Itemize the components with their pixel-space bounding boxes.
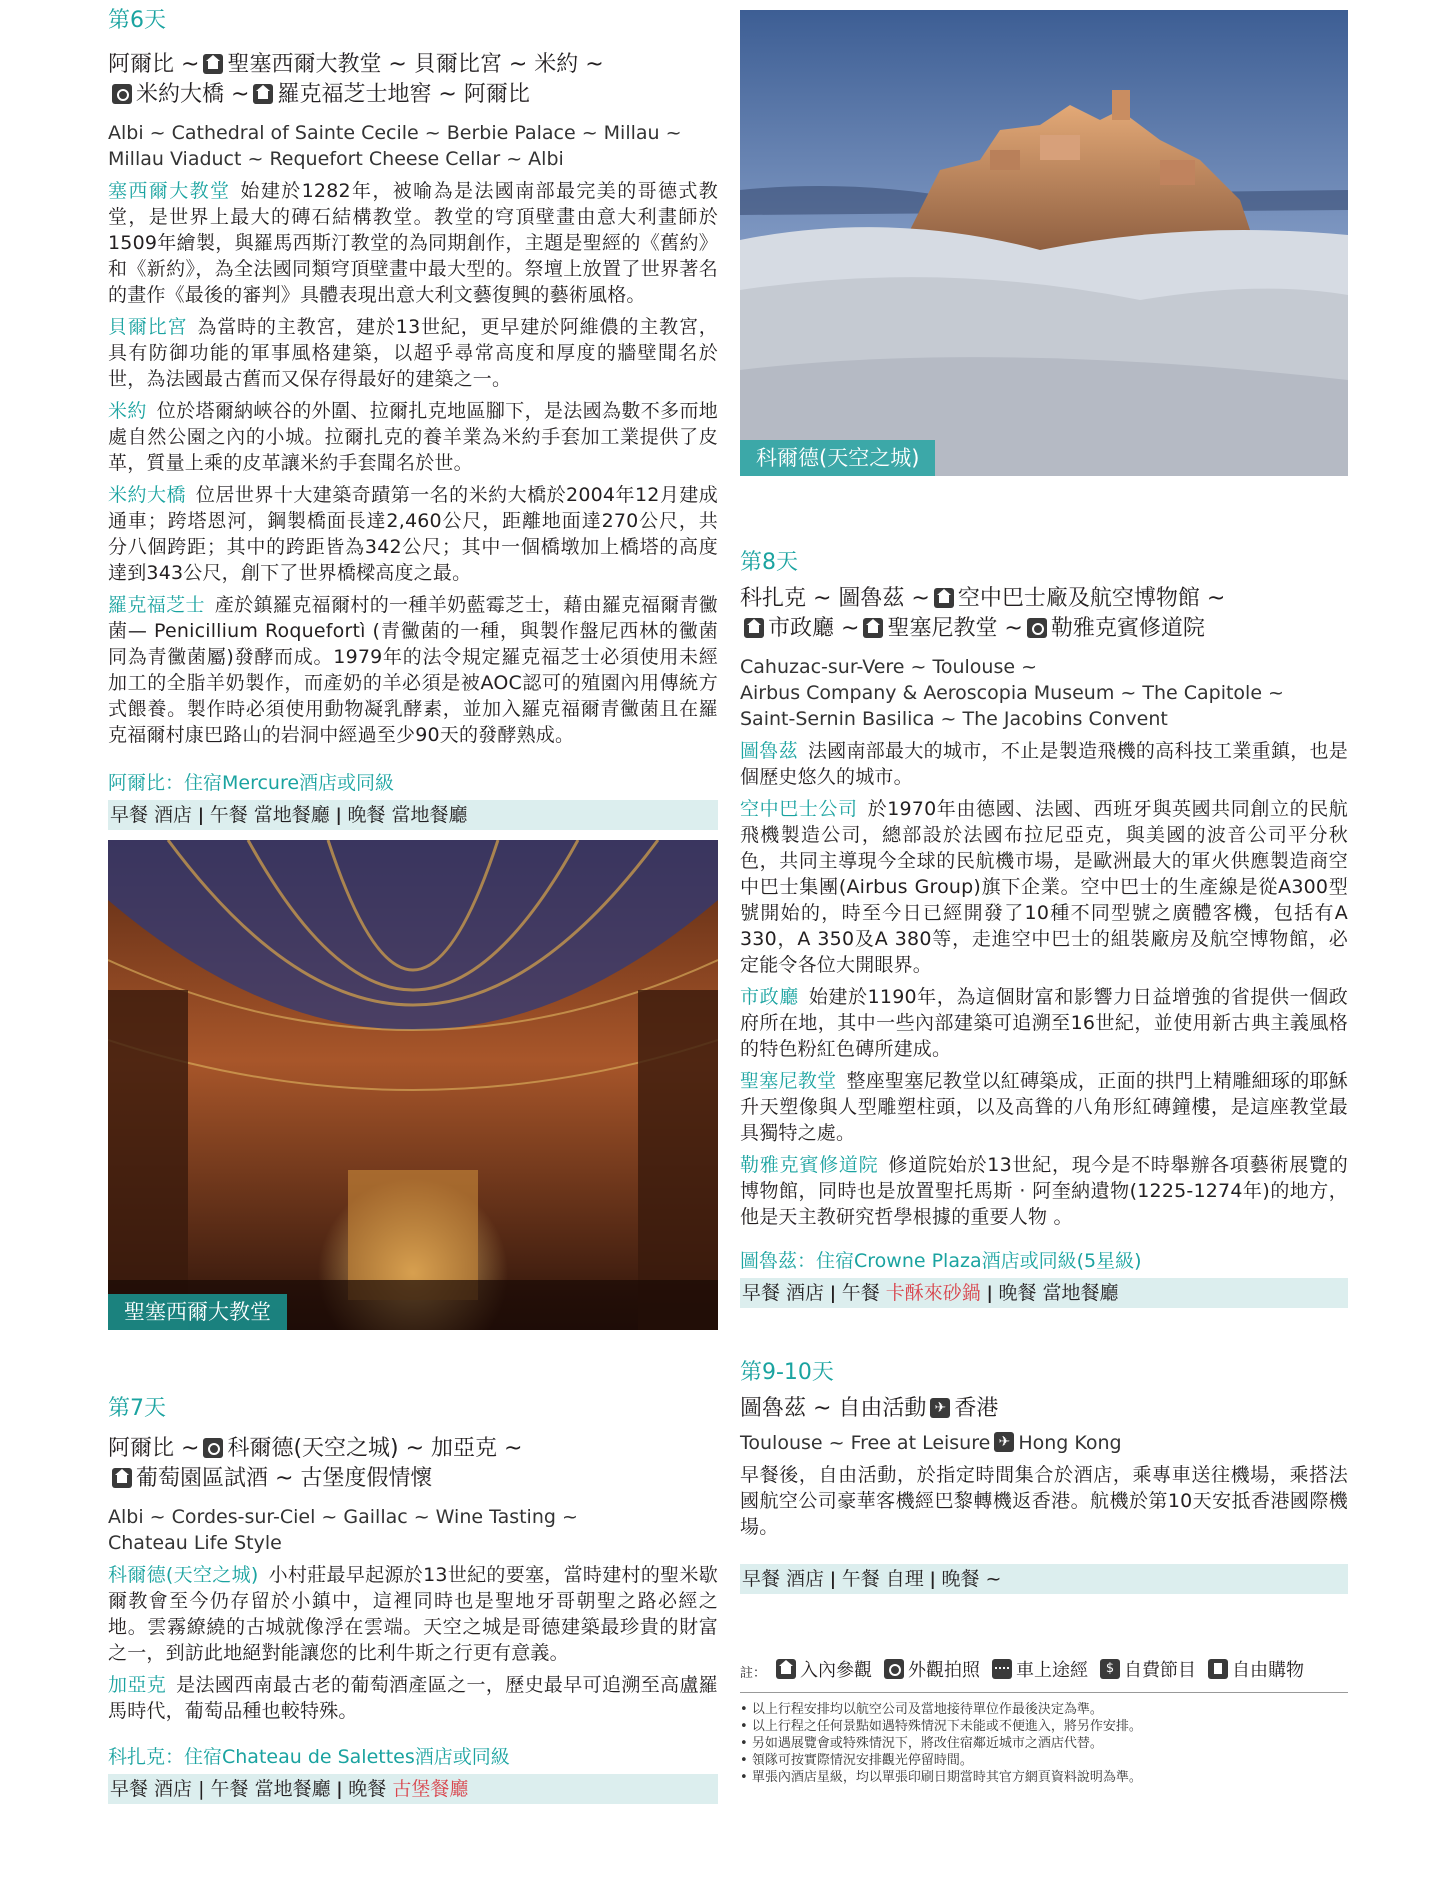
route-text: 米約大橋 ~	[136, 82, 250, 107]
para-term: 空中巴士公司	[740, 798, 858, 820]
note-item: • 以上行程之任何景點如遇特殊情況下未能或不便進入，將另作安排。	[740, 1718, 1348, 1735]
para-term: 圖魯茲	[740, 740, 798, 762]
para-text: 整座聖塞尼教堂以紅磚築成，正面的拱門上精雕細琢的耶穌升天塑像與人型雕塑柱頭，以及高聳的八角形紅磚鐘樓，是這座教堂最具獨特之處。	[740, 1070, 1348, 1144]
dollar-icon	[1100, 1659, 1120, 1679]
para-text: 小村莊最早起源於13世紀的要塞，當時建村的聖米歇爾教會至今仍存留於小鎮中，這裡同時也是聖地牙哥朝聖之路必經之地。雲霧繚繞的古城就像浮在雲端。天空之城是哥德建築最珍貴的財富之一，到訪此地絕對能讓您的比利牛斯之行更有意義。	[108, 1564, 718, 1664]
para-term: 貝爾比宮	[108, 316, 188, 338]
route-text: 聖塞西爾大教堂 ~ 貝爾比宮 ~ 米約 ~	[227, 52, 604, 77]
plane-icon	[994, 1432, 1014, 1452]
day910-route	[740, 1394, 1348, 1424]
route-text: 圖魯茲 ~ 自由活動	[740, 1396, 927, 1421]
meal-lunch-label: 午餐	[841, 1282, 880, 1304]
day7-para	[108, 1672, 718, 1724]
home-icon	[253, 84, 273, 104]
meal-breakfast: 早餐 酒店	[110, 804, 193, 826]
legend-section	[740, 1654, 1348, 1786]
day910-text: 早餐後，自由活動，於指定時間集合於酒店，乘專車送往機場，乘搭法國航空公司豪華客機經巴黎轉機返香港。航機於第10天安抵香港國際機場。	[740, 1464, 1348, 1538]
day910-title: 第9-10天	[740, 1360, 834, 1385]
day7-english-1: Albi ~ Cordes-sur-Ciel ~ Gaillac ~ Wine Tasting ~	[108, 1506, 578, 1528]
day8-para	[740, 1152, 1348, 1230]
note-item: • 單張內酒店星級，均以單張印刷日期當時其官方網頁資料說明為準。	[740, 1769, 1348, 1786]
day6-para	[108, 314, 718, 392]
day6-para	[108, 398, 718, 476]
para-text: 產於鎮羅克福爾村的一種羊奶藍霉芝士，藉由羅克福爾青黴菌— Penicillium Roquefortì (青黴菌的一種，與製作盤尼西林的黴菌同為青黴菌屬)發酵而成。1979年的法令規定羅克福芝士必須使用未經加工的全脂羊奶製作，而產奶的羊必須是被AOC認可的殖園內用傳統方式餵養。製作時必須使用動物凝乳酵素，並加入羅克福爾青黴菌且在羅克福爾村康巴路山的岩洞中經過至少90天的發酵熟成。	[108, 594, 718, 746]
english-text: Toulouse ~ Free at Leisure	[740, 1432, 991, 1454]
day6-english-2: Millau Viaduct ~ Requefort Cheese Cellar ~ Albi	[108, 148, 564, 170]
day910-section	[740, 1358, 1348, 1594]
meal-dinner: 晚餐 當地餐廳	[347, 804, 468, 826]
route-text: 羅克福芝士地窖 ~ 阿爾比	[277, 82, 530, 107]
para-term: 加亞克	[108, 1674, 167, 1696]
legend-label: 自由購物	[1232, 1660, 1305, 1681]
legend-label: 車上途經	[1016, 1660, 1089, 1681]
day7-section	[108, 1394, 718, 1804]
photo-caption: 科爾德(天空之城)	[740, 440, 935, 476]
camera-icon	[203, 1438, 223, 1458]
camera-icon	[112, 84, 132, 104]
left-column	[108, 0, 718, 1804]
para-text: 於1970年由德國、法國、西班牙與英國共同創立的民航飛機製造公司，總部設於法國布拉尼亞克，與美國的波音公司平分秋色，共同主導現今全球的民航機市場，是歐洲最大的軍火供應製造商空中巴士集團(Airbus Group)旗下企業。空中巴士的生產線是從A300型號開始的，時至今日已經開發了10種不同型號之廣體客機，包括有A 330，A 350及A 380等，走進空中巴士的組裝廠房及航空博物館，必定能令各位大開眼界。	[740, 798, 1348, 976]
bus-icon	[992, 1659, 1012, 1679]
meal-dinner-value: 古堡餐廳	[392, 1778, 469, 1800]
day8-hotel: 圖魯茲：住宿Crowne Plaza酒店或同級(5星級)	[740, 1250, 1142, 1272]
route-text: 香港	[954, 1396, 999, 1421]
note-item: • 以上行程安排均以航空公司及當地接待單位作最後決定為準。	[740, 1701, 1348, 1718]
route-text: 科爾德(天空之城) ~ 加亞克 ~	[227, 1436, 523, 1461]
para-text: 始建於1282年，被喻為是法國南部最完美的哥德式教堂，是世界上最大的磚石結構教堂。教堂的穹頂壁畫由意大利畫師於1509年繪製，與羅馬西斯汀教堂的為同期創作，主題是聖經的《舊約》和《新約》，為全法國同類穹頂壁畫中最大型的。祭壇上放置了世界著名的畫作《最後的審判》具體表現出意大利文藝復興的藝術風格。	[108, 180, 719, 306]
day8-para	[740, 738, 1348, 790]
day7-para	[108, 1562, 718, 1666]
route-text: 阿爾比 ~	[108, 52, 200, 77]
note-item: • 領隊可按實際情況安排觀光停留時間。	[740, 1752, 1348, 1769]
legend-item	[988, 1657, 1088, 1685]
day8-para	[740, 1068, 1348, 1146]
legend-label: 外觀拍照	[908, 1660, 981, 1681]
day8-english-1: Cahuzac-sur-Vere ~ Toulouse ~	[740, 656, 1038, 678]
icon-legend	[740, 1654, 1348, 1693]
plane-icon	[930, 1398, 950, 1418]
day7-title: 第7天	[108, 1396, 166, 1421]
para-text: 是法國西南最古老的葡萄酒產區之一，歷史最早可追溯至高盧羅馬時代，葡萄品種也較特殊。	[108, 1674, 718, 1722]
day7-route-line2	[108, 1464, 718, 1494]
home-icon	[776, 1659, 796, 1679]
route-text: 阿爾比 ~	[108, 1436, 200, 1461]
meal-lunch: 午餐 當地餐廳	[209, 804, 330, 826]
meal-dinner: 晚餐 當地餐廳	[998, 1282, 1119, 1304]
legend-label: 自費節目	[1124, 1660, 1197, 1681]
route-text: 葡萄園區試酒 ~ 古堡度假情懷	[136, 1466, 433, 1491]
day6-meals: 早餐 酒店 ǀ 午餐 當地餐廳 ǀ 晚餐 當地餐廳	[108, 800, 718, 830]
right-column	[740, 0, 1348, 1786]
day6-title: 第6天	[108, 8, 166, 33]
day6-route-line2	[108, 80, 718, 110]
camera-icon	[884, 1659, 904, 1679]
day8-route-line1	[740, 584, 1348, 614]
legend-item	[1204, 1657, 1304, 1685]
cordes-illustration	[740, 10, 1348, 476]
para-term: 市政廳	[740, 986, 799, 1008]
para-term: 聖塞尼教堂	[740, 1070, 837, 1092]
meal-dinner-label: 晚餐	[348, 1778, 387, 1800]
para-text: 位於塔爾納峽谷的外圍、拉爾扎克地區腳下，是法國為數不多而地處自然公園之內的小城。拉爾扎克的養羊業為米約手套加工業提供了皮革，質量上乘的皮革讓米約手套聞名於世。	[108, 400, 718, 474]
meal-dinner: 晚餐 ~	[941, 1568, 1002, 1590]
day910-meals: 早餐 酒店 ǀ 午餐 自理 ǀ 晚餐 ~	[740, 1564, 1348, 1594]
day7-route-line1	[108, 1434, 718, 1464]
english-text: Hong Kong	[1018, 1432, 1122, 1454]
meal-lunch-value: 卡酥來砂鍋	[885, 1282, 981, 1304]
cathedral-illustration	[108, 840, 718, 1330]
meal-breakfast: 早餐 酒店	[742, 1568, 825, 1590]
meal-lunch: 午餐 當地餐廳	[210, 1778, 331, 1800]
legend-item	[772, 1657, 872, 1685]
day8-para	[740, 984, 1348, 1062]
meal-breakfast: 早餐 酒店	[742, 1282, 825, 1304]
para-text: 法國南部最大的城市，不止是製造飛機的高科技工業重鎮，也是個歷史悠久的城市。	[740, 740, 1348, 788]
day6-para	[108, 592, 718, 748]
route-text: 勒雅克賓修道院	[1050, 616, 1205, 641]
camera-icon	[1027, 618, 1047, 638]
route-text: 科扎克 ~ 圖魯茲 ~	[740, 586, 930, 611]
day8-route-line2	[740, 614, 1348, 644]
para-term: 塞西爾大教堂	[108, 180, 231, 202]
day910-english	[740, 1430, 1348, 1456]
day7-meals: 早餐 酒店 | 午餐 當地餐廳 ǀ 晚餐 古堡餐廳	[108, 1774, 718, 1804]
home-icon	[744, 618, 764, 638]
note-item: • 另如遇展覽會或特殊情況下，將改住宿鄰近城市之酒店代替。	[740, 1735, 1348, 1752]
cathedral-photo	[108, 840, 718, 1330]
para-term: 勒雅克賓修道院	[740, 1154, 879, 1176]
day6-route-line1	[108, 50, 718, 80]
day8-english-3: Saint-Sernin Basilica ~ The Jacobins Convent	[740, 708, 1168, 730]
notes-list	[740, 1701, 1348, 1786]
legend-item	[1096, 1657, 1196, 1685]
legend-item	[880, 1657, 980, 1685]
route-text: 空中巴士廠及航空博物館 ~	[957, 586, 1226, 611]
para-term: 羅克福芝士	[108, 594, 205, 616]
day8-para	[740, 796, 1348, 978]
day6-english-1: Albi ~ Cathedral of Sainte Cecile ~ Berbie Palace ~ Millau ~	[108, 122, 682, 144]
day8-english-2: Airbus Company & Aeroscopia Museum ~ The Capitole ~	[740, 682, 1284, 704]
shopping-bag-icon	[1208, 1659, 1228, 1679]
route-text: 市政廳 ~	[768, 616, 860, 641]
day8-meals: 早餐 酒店 ǀ 午餐 卡酥來砂鍋 ǀ 晚餐 當地餐廳	[740, 1278, 1348, 1308]
para-term: 科爾德(天空之城)	[108, 1564, 259, 1586]
meal-lunch: 午餐 自理	[841, 1568, 924, 1590]
para-term: 米約大橋	[108, 484, 186, 506]
para-text: 始建於1190年，為這個財富和影響力日益增強的省提供一個政府所在地，其中一些內部建築可追溯至16世紀，並使用新古典主義風格的特色粉紅色磚所建成。	[740, 986, 1348, 1060]
para-text: 修道院始於13世紀，現今是不時舉辦各項藝術展覽的博物館，同時也是放置聖托馬斯 · 阿奎納遺物(1225-1274年)的地方，他是天主教研究哲學根據的重要人物 。	[740, 1154, 1349, 1228]
day8-section	[740, 548, 1348, 1308]
day6-hotel: 阿爾比：住宿Mercure酒店或同級	[108, 772, 395, 794]
home-icon	[203, 54, 223, 74]
cordes-photo	[740, 10, 1348, 476]
para-text: 為當時的主教宮，建於13世紀，更早建於阿維儂的主教宮，具有防御功能的軍事風格建築，以超乎尋常高度和厚度的牆壁聞名於世，為法國最古舊而又保存得最好的建築之一。	[108, 316, 718, 390]
photo-caption: 聖塞西爾大教堂	[108, 1294, 287, 1330]
day6-para	[108, 482, 718, 586]
day6-para	[108, 178, 718, 308]
legend-label: 入內參觀	[800, 1660, 873, 1681]
meal-breakfast: 早餐 酒店	[110, 1778, 193, 1800]
day8-title: 第8天	[740, 550, 798, 575]
para-term: 米約	[108, 400, 147, 422]
legend-title: 註：	[740, 1666, 767, 1681]
route-text: 聖塞尼教堂 ~	[887, 616, 1023, 641]
day6-section	[108, 0, 718, 830]
home-icon	[112, 1468, 132, 1488]
day7-hotel: 科扎克：住宿Chateau de Salettes酒店或同級	[108, 1746, 510, 1768]
para-text: 位居世界十大建築奇蹟第一名的米約大橋於2004年12月建成通車；跨塔恩河，鋼製橋面長達2,460公尺，距離地面達270公尺，共分八個跨距；其中的跨距皆為342公尺；其中一個橋墩加上橋塔的高度達到343公尺，創下了世界橋樑高度之最。	[108, 484, 718, 584]
home-icon	[863, 618, 883, 638]
home-icon	[934, 588, 954, 608]
day7-english-2: Chateau Life Style	[108, 1532, 282, 1554]
